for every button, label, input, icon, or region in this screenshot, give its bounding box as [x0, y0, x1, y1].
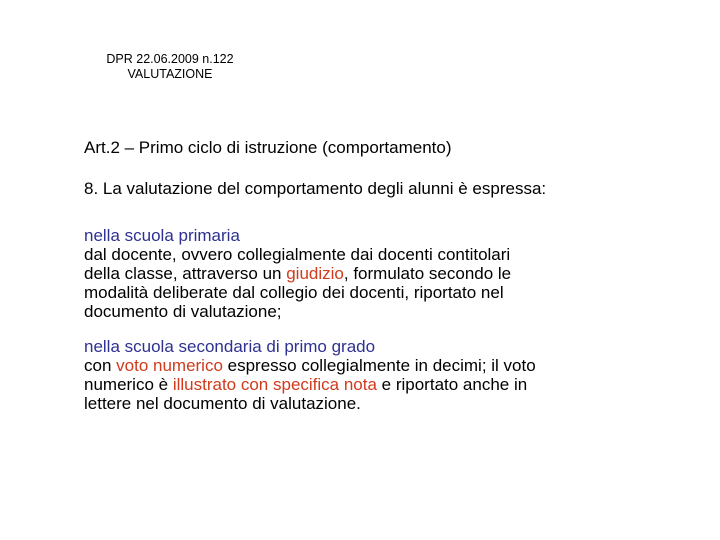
section-heading-secondaria: nella scuola secondaria di primo grado [84, 337, 376, 356]
article-title: Art.2 – Primo ciclo di istruzione (comportamento) [84, 138, 452, 157]
document-header [0, 52, 340, 82]
main-content [84, 138, 684, 413]
secondaria-line-1 [84, 356, 684, 375]
secondaria-line-1-end: espresso collegialmente in decimi; il voto [222, 356, 536, 375]
decree-reference: DPR 22.06.2009 n.122 [106, 52, 234, 66]
secondaria-line-2-start: numerico è [84, 375, 173, 394]
header-subtitle: VALUTAZIONE [127, 67, 213, 81]
primaria-line-4: documento di valutazione; [84, 302, 282, 321]
article-intro: 8. La valutazione del comportamento degli alunni è espressa: [84, 179, 547, 198]
section-primaria [84, 226, 684, 321]
secondaria-line-1-start: con [84, 356, 117, 375]
highlight-giudizio: giudizio [286, 264, 344, 283]
primaria-line-2-end: , formulato secondo le [343, 264, 512, 283]
secondaria-line-2 [84, 375, 684, 394]
secondaria-line-2-end: e riportato anche in [376, 375, 528, 394]
primaria-line-1: dal docente, ovvero collegialmente dai docenti contitolari [84, 245, 511, 264]
primaria-line-2 [84, 264, 684, 283]
section-heading-primaria: nella scuola primaria [84, 226, 240, 245]
highlight-nota: illustrato con specifica nota [172, 375, 377, 394]
primaria-line-2-start: della classe, attraverso un [84, 264, 287, 283]
secondaria-line-3: lettere nel documento di valutazione. [84, 394, 361, 413]
primaria-line-3: modalità deliberate dal collegio dei docenti, riportato nel [84, 283, 504, 302]
highlight-voto-numerico: voto numerico [116, 356, 223, 375]
section-secondaria [84, 337, 684, 413]
